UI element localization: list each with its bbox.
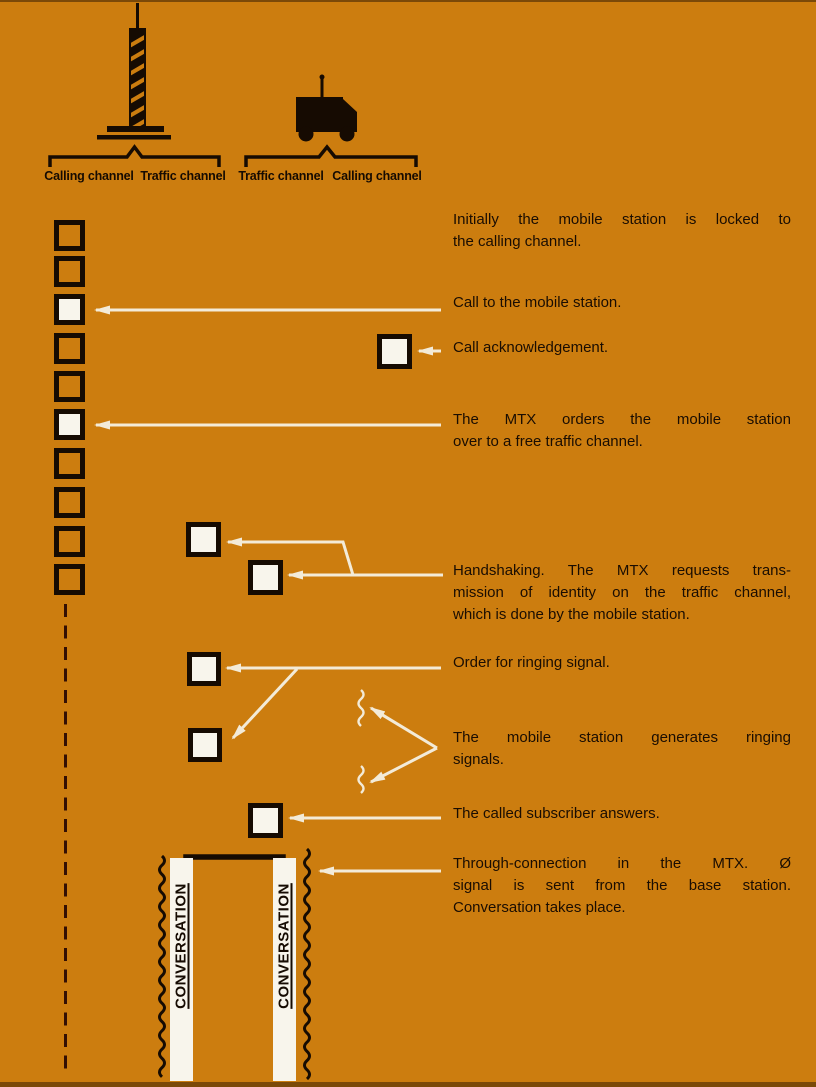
note-line: Initially the mobile station is locked to bbox=[453, 211, 791, 228]
signal-square-handshake-2 bbox=[248, 560, 283, 595]
signal-square-answer bbox=[248, 803, 283, 838]
note-line: mission of identity on the traffic channel, bbox=[453, 584, 791, 601]
step-note-through-connection bbox=[453, 853, 791, 919]
label-mobile-traffic-channel: Traffic channel bbox=[238, 169, 324, 183]
signal-square-ringing-ack bbox=[188, 728, 222, 762]
note-line: The called subscriber answers. bbox=[453, 805, 660, 822]
signal-square-handshake-1 bbox=[186, 522, 221, 557]
note-line: over to a free traffic channel. bbox=[453, 433, 643, 450]
note-line: Conversation takes place. bbox=[453, 899, 626, 916]
signal-square-call-ack bbox=[377, 334, 412, 369]
calling-channel-slot bbox=[54, 333, 85, 364]
calling-channel-slot bbox=[54, 448, 85, 479]
conversation-bar-base bbox=[170, 858, 193, 1081]
label-base-calling-channel: Calling channel bbox=[44, 169, 134, 183]
note-line: The mobile station generates ringing bbox=[453, 729, 791, 746]
calling-channel-slot bbox=[54, 564, 85, 595]
conversation-squiggle-left bbox=[160, 856, 165, 1077]
conversation-squiggle-right bbox=[305, 849, 310, 1079]
calling-channel-slot-call-signal bbox=[54, 294, 85, 325]
step-note-mtx-order bbox=[453, 409, 791, 453]
base-station-channels-brace bbox=[50, 147, 219, 167]
arrow-ringing-signal-lower bbox=[371, 748, 437, 782]
conversation-label: CONVERSATION bbox=[172, 883, 190, 1009]
calling-channel-slot bbox=[54, 526, 85, 557]
note-line: Call acknowledgement. bbox=[453, 339, 609, 356]
step-note-call-ack bbox=[453, 337, 791, 359]
page-bottom-edge bbox=[0, 1082, 816, 1087]
note-line: Call to the mobile station. bbox=[453, 294, 622, 311]
mobile-station-channels-brace bbox=[246, 147, 416, 167]
calling-channel-slot bbox=[54, 220, 85, 251]
conversation-link-bracket bbox=[186, 857, 283, 879]
note-line: Through-connection in the MTX. Ø bbox=[453, 855, 791, 872]
arrow-ringing-order-branch bbox=[233, 669, 297, 738]
note-line: Order for ringing signal. bbox=[453, 654, 610, 671]
conversation-label: CONVERSATION bbox=[275, 883, 293, 1009]
step-note-handshaking bbox=[453, 560, 791, 626]
ringing-squiggle-upper bbox=[359, 690, 364, 726]
step-note-call-to-mobile bbox=[453, 292, 791, 314]
note-line: the calling channel. bbox=[453, 233, 582, 250]
signal-square-ringing-order bbox=[187, 652, 221, 686]
step-note-ringing-order bbox=[453, 652, 791, 674]
base-station-tower-icon bbox=[97, 3, 171, 140]
arrow-handshake-base bbox=[228, 542, 353, 575]
mobile-station-truck-icon bbox=[296, 75, 357, 142]
note-line: signal is sent from the base station. bbox=[453, 877, 791, 894]
label-base-traffic-channel: Traffic channel bbox=[140, 169, 226, 183]
step-note-initial-lock bbox=[453, 209, 791, 253]
calling-channel-slot bbox=[54, 487, 85, 518]
arrow-ringing-signal-upper bbox=[371, 708, 437, 748]
calling-channel-slot bbox=[54, 371, 85, 402]
conversation-bar-mobile bbox=[273, 858, 296, 1081]
ringing-squiggle-lower bbox=[359, 766, 364, 793]
note-line: Handshaking. The MTX requests trans- bbox=[453, 562, 791, 579]
note-line: The MTX orders the mobile station bbox=[453, 411, 791, 428]
calling-channel-slot bbox=[54, 256, 85, 287]
step-note-ringing-signals bbox=[453, 727, 791, 771]
note-line: which is done by the mobile station. bbox=[453, 606, 690, 623]
note-line: signals. bbox=[453, 751, 504, 768]
page-top-edge bbox=[0, 0, 816, 2]
calling-channel-slot-order-signal bbox=[54, 409, 85, 440]
step-note-subscriber-answers bbox=[453, 803, 791, 825]
label-mobile-calling-channel: Calling channel bbox=[332, 169, 422, 183]
